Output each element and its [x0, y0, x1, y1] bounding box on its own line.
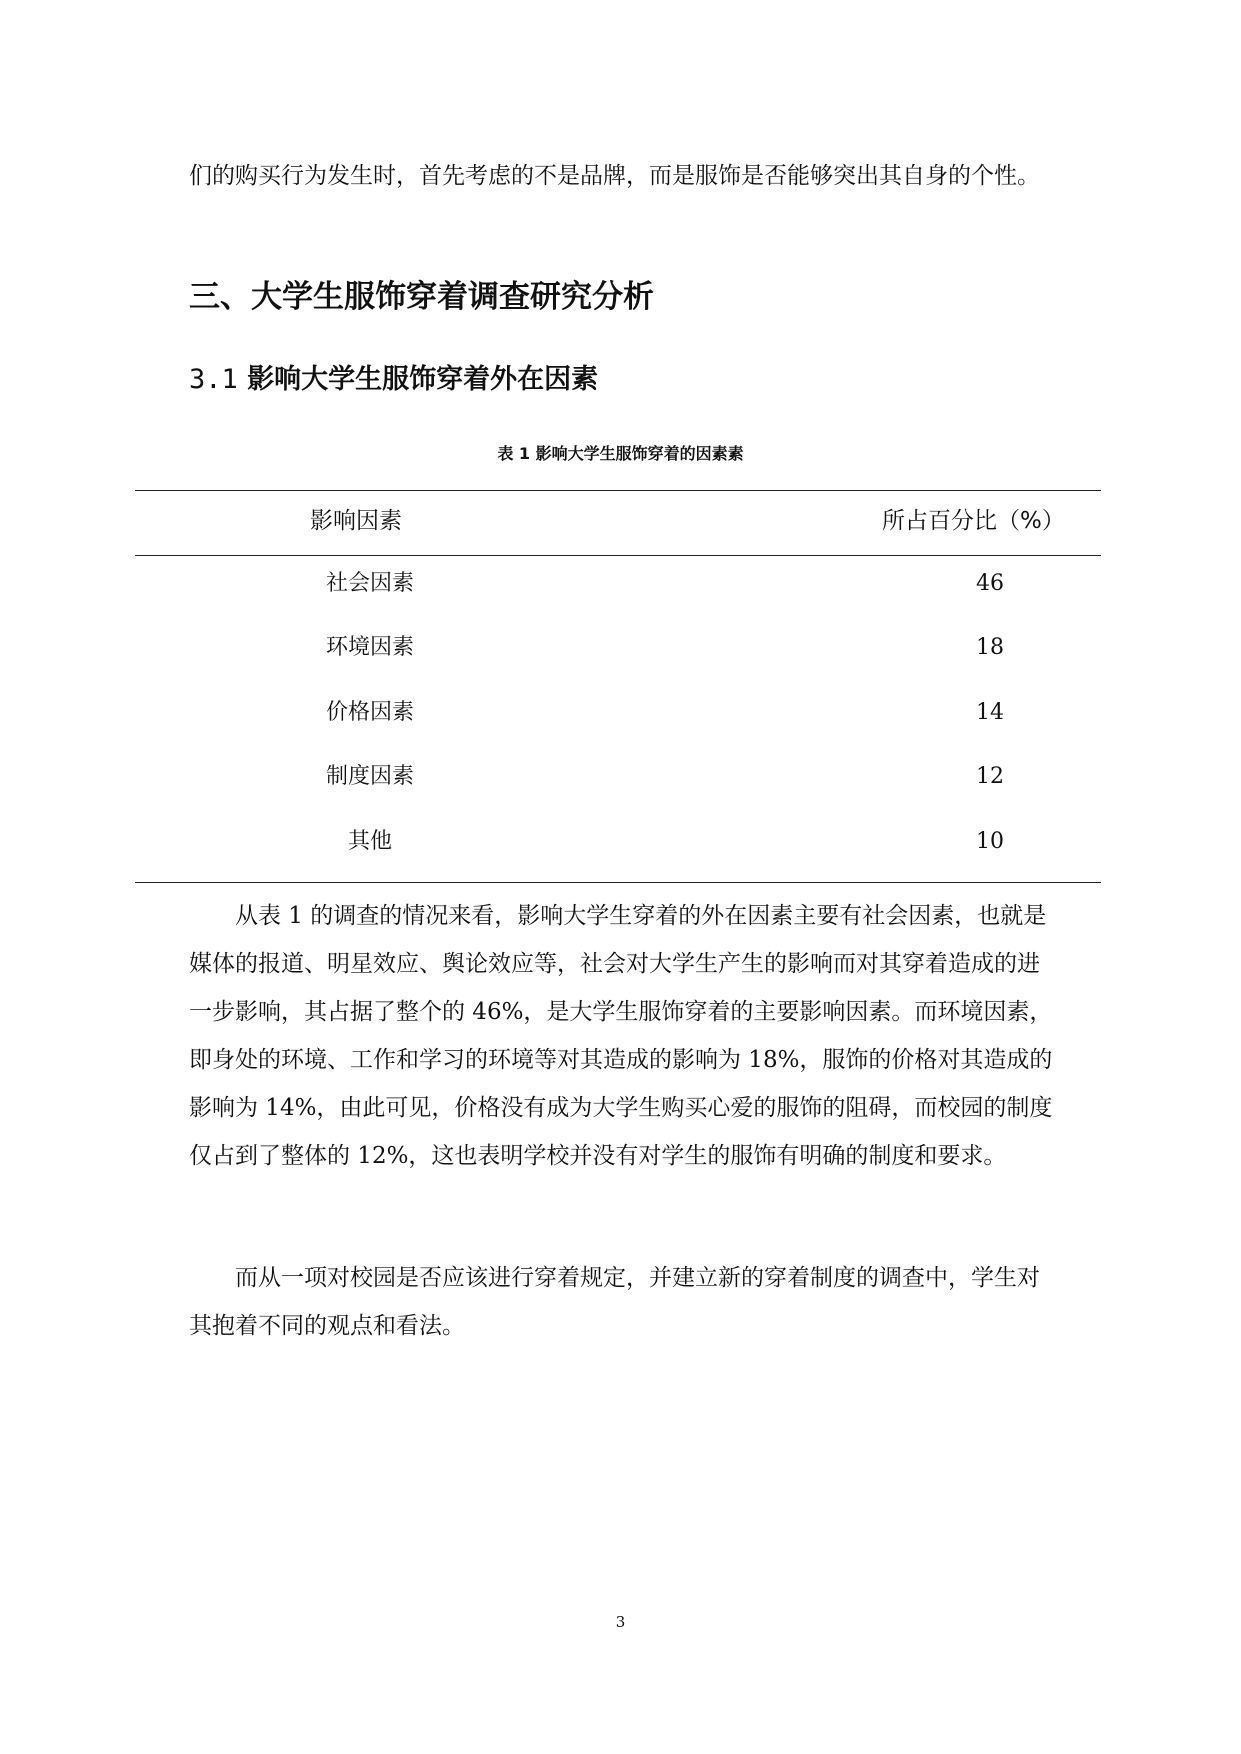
table-header-factor: 影响因素	[310, 508, 402, 534]
table-top-rule	[135, 490, 1101, 491]
subsection-title: 影响大学生服饰穿着外在因素	[247, 364, 599, 395]
page-number: 3	[615, 1613, 626, 1631]
table-cell-percent: 12	[976, 764, 1004, 789]
table-bottom-rule	[135, 882, 1101, 883]
table-header-percent: 所占百分比（%）	[882, 508, 1065, 534]
table-cell-factor: 制度因素	[325, 764, 414, 789]
table-cell-percent: 10	[976, 829, 1004, 854]
subsection-heading	[189, 360, 598, 400]
table-cell-percent: 14	[976, 700, 1004, 725]
table-cell-factor: 环境因素	[325, 635, 414, 660]
table-cell-percent: 18	[976, 635, 1004, 660]
table-cell-factor: 其他	[347, 829, 392, 854]
section-heading: 三、大学生服饰穿着调查研究分析	[189, 279, 654, 315]
body-paragraph: 而从一项对校园是否应该进行穿着规定，并建立新的穿着制度的调查中，学生对其抱着不同的观点和看法。	[189, 1265, 1040, 1339]
table-cell-factor: 价格因素	[325, 700, 414, 725]
table-cell-percent: 46	[976, 571, 1004, 596]
subsection-number: 3.1	[189, 364, 238, 395]
table-cell-factor: 社会因素	[325, 571, 414, 596]
table-caption: 表 1 影响大学生服饰穿着的因素素	[497, 444, 744, 463]
body-paragraph: 从表 1 的调查的情况来看，影响大学生穿着的外在因素主要有社会因素，也就是媒体的报道、明星效应、舆论效应等，社会对大学生产生的影响而对其穿着造成的进一步影响，其占据了整个的 46%，是大学生服饰穿着的主要影响因素。而环境因素，即身处的环境、工作和学习的环境等对其造成的影响为 18%，服饰的价格对其造成的影响为 14%，由此可见，价格没有成为大学生购买心爱的服饰的阻碍，而校园的制度仅占到了整体的 12%，这也表明学校并没有对学生的服饰有明确的制度和要求。	[189, 903, 1053, 1169]
table-header-rule	[135, 555, 1101, 556]
intro-paragraph: 们的购买行为发生时，首先考虑的不是品牌，而是服饰是否能够突出其自身的个性。	[189, 163, 1040, 189]
